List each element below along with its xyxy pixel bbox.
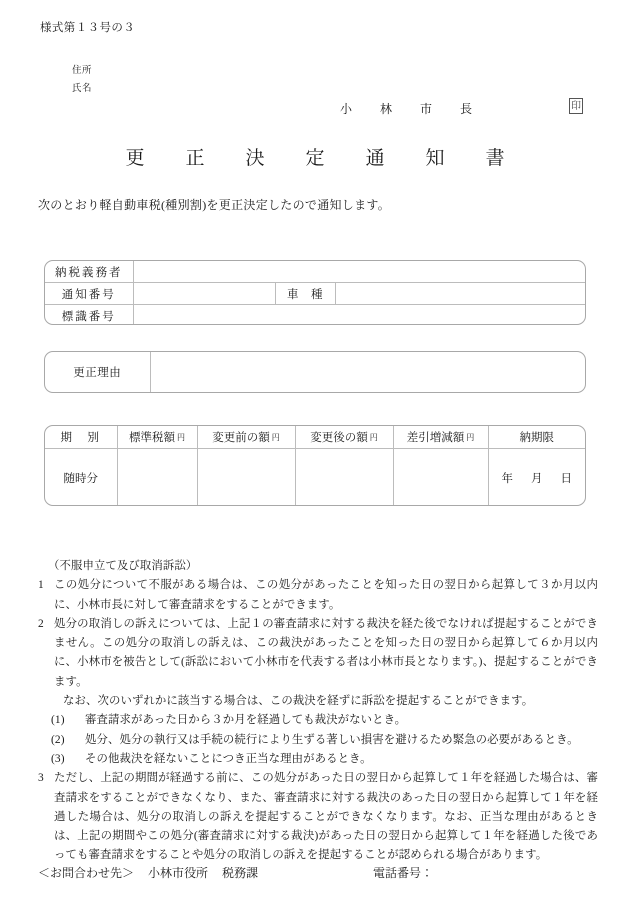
legal-subitem-1	[38, 711, 598, 730]
table-row	[45, 283, 585, 305]
yen-unit: 円	[369, 433, 378, 442]
footer-contact	[38, 864, 598, 881]
yen-unit: 円	[466, 433, 475, 442]
column-header-before-amount: 変更前の額 円	[197, 426, 295, 449]
table-row	[45, 352, 585, 392]
taxpayer-value[interactable]	[133, 261, 585, 283]
seal-icon: 印	[569, 98, 583, 114]
issuer-name: 小 林 市 長	[340, 102, 481, 116]
plate-number-value[interactable]	[133, 305, 585, 326]
column-header-after-amount: 変更後の額 円	[295, 426, 393, 449]
due-year-label: 年	[501, 472, 513, 485]
table-row	[45, 305, 585, 326]
legal-item-2-number: 2	[38, 617, 44, 630]
cell-difference[interactable]	[393, 449, 488, 507]
table-header-row	[45, 426, 585, 449]
legal-item-1-number: 1	[38, 579, 44, 592]
legal-subitem-3-text: その他裁決を経ないことにつき正当な理由があるとき。	[85, 752, 372, 765]
legal-subitem-2-number: (2)	[51, 733, 65, 746]
yen-unit: 円	[271, 433, 280, 442]
table-row	[45, 261, 585, 283]
form-number: 様式第１３号の３	[40, 22, 136, 34]
addressee-block	[72, 62, 92, 98]
legal-item-1-text: この処分について不服がある場合は、この処分があったことを知った日の翌日から起算して３か月以内に、小林市長に対して審査請求をすることができます。	[54, 579, 598, 611]
table-row	[45, 449, 585, 507]
address-label: 住所	[72, 66, 93, 76]
legal-item-2-text: 処分の取消しの訴えについては、上記１の審査請求に対する裁決を経た後でなければ提起することができません。この処分の取消しの訴えは、この裁決があったことを知った日の翌日から起算して６か月以内に、小林市を被告として(訴訟において小林市を代表する者は小林市長となります。)、提起することができます。	[54, 617, 598, 688]
reason-label: 更正理由	[45, 352, 150, 392]
contact-label: ＜お問合わせ先＞	[38, 866, 135, 880]
page-title: 更 正 決 定 通 知 書	[125, 148, 516, 169]
notice-number-value[interactable]	[133, 283, 275, 305]
vehicle-type-label: 車 種	[275, 283, 335, 305]
legal-notice-section	[38, 557, 598, 866]
legal-item-2	[38, 615, 598, 692]
taxpayer-label: 納税義務者	[45, 261, 133, 283]
column-header-standard-tax: 標準税額 円	[117, 426, 197, 449]
name-label: 氏名	[72, 84, 93, 94]
column-header-due-date: 納期限	[488, 426, 585, 449]
column-header-difference: 差引増減額 円	[393, 426, 488, 449]
legal-subitem-1-number: (1)	[51, 714, 65, 727]
legal-item-3-text: ただし、上記の期間が経過する前に、この処分があった日の翌日から起算して１年を経過した場合は、審査請求をすることができなくなり、また、審査請求に対する裁決のあった日の翌日から起算して１年を経過した場合は、処分の取消しの訴えを提起することができなくなります。なお、正当な理由があるときは、上記の期間やこの処分(審査請求に対する裁決)があった日の翌日から起算して１年を経過した後であっても審査請求をすることや処分の取消しの訴えを提起することが認められる場合があります。	[54, 772, 598, 862]
column-header-period: 期 別	[45, 426, 117, 449]
legal-notice-heading: （不服申立て及び取消訴訟）	[48, 560, 198, 572]
intro-text: 次のとおり軽自動車税(種別割)を更正決定したので通知します。	[38, 198, 391, 212]
plate-number-label: 標識番号	[45, 305, 133, 326]
contact-department: 税務課	[222, 866, 259, 880]
contact-phone-label: 電話番号：	[373, 866, 434, 880]
cell-period: 随時分	[45, 449, 117, 507]
legal-item-3-number: 3	[38, 772, 44, 785]
legal-item-1	[38, 576, 598, 615]
reason-table	[44, 351, 586, 393]
legal-subitem-2-text: 処分、処分の執行又は手続の続行により生ずる著しい損害を避けるため緊急の必要があるとき。	[85, 733, 579, 746]
cell-due-date[interactable]	[488, 449, 585, 507]
amounts-table	[44, 425, 586, 506]
cell-standard-tax[interactable]	[117, 449, 197, 507]
yen-unit: 円	[177, 433, 185, 442]
vehicle-type-value[interactable]	[335, 283, 585, 305]
taxpayer-table	[44, 260, 586, 325]
legal-subitem-1-text: 審査請求があった日から３か月を経過しても裁決がないとき。	[85, 714, 407, 727]
legal-subitem-3-number: (3)	[51, 752, 65, 765]
issuer-line	[340, 100, 590, 117]
legal-subitem-3	[38, 750, 598, 769]
legal-item-3	[38, 769, 598, 865]
cell-before-amount[interactable]	[197, 449, 295, 507]
reason-value[interactable]	[150, 352, 585, 392]
legal-subitem-2	[38, 731, 598, 750]
due-month-label: 月	[531, 472, 543, 485]
cell-after-amount[interactable]	[295, 449, 393, 507]
due-day-label: 日	[560, 472, 572, 485]
contact-office: 小林市役所	[148, 866, 209, 880]
notice-number-label: 通知番号	[45, 283, 133, 305]
legal-nao-text: なお、次のいずれかに該当する場合は、この裁決を経ずに訴訟を提起することができます。	[63, 695, 534, 708]
